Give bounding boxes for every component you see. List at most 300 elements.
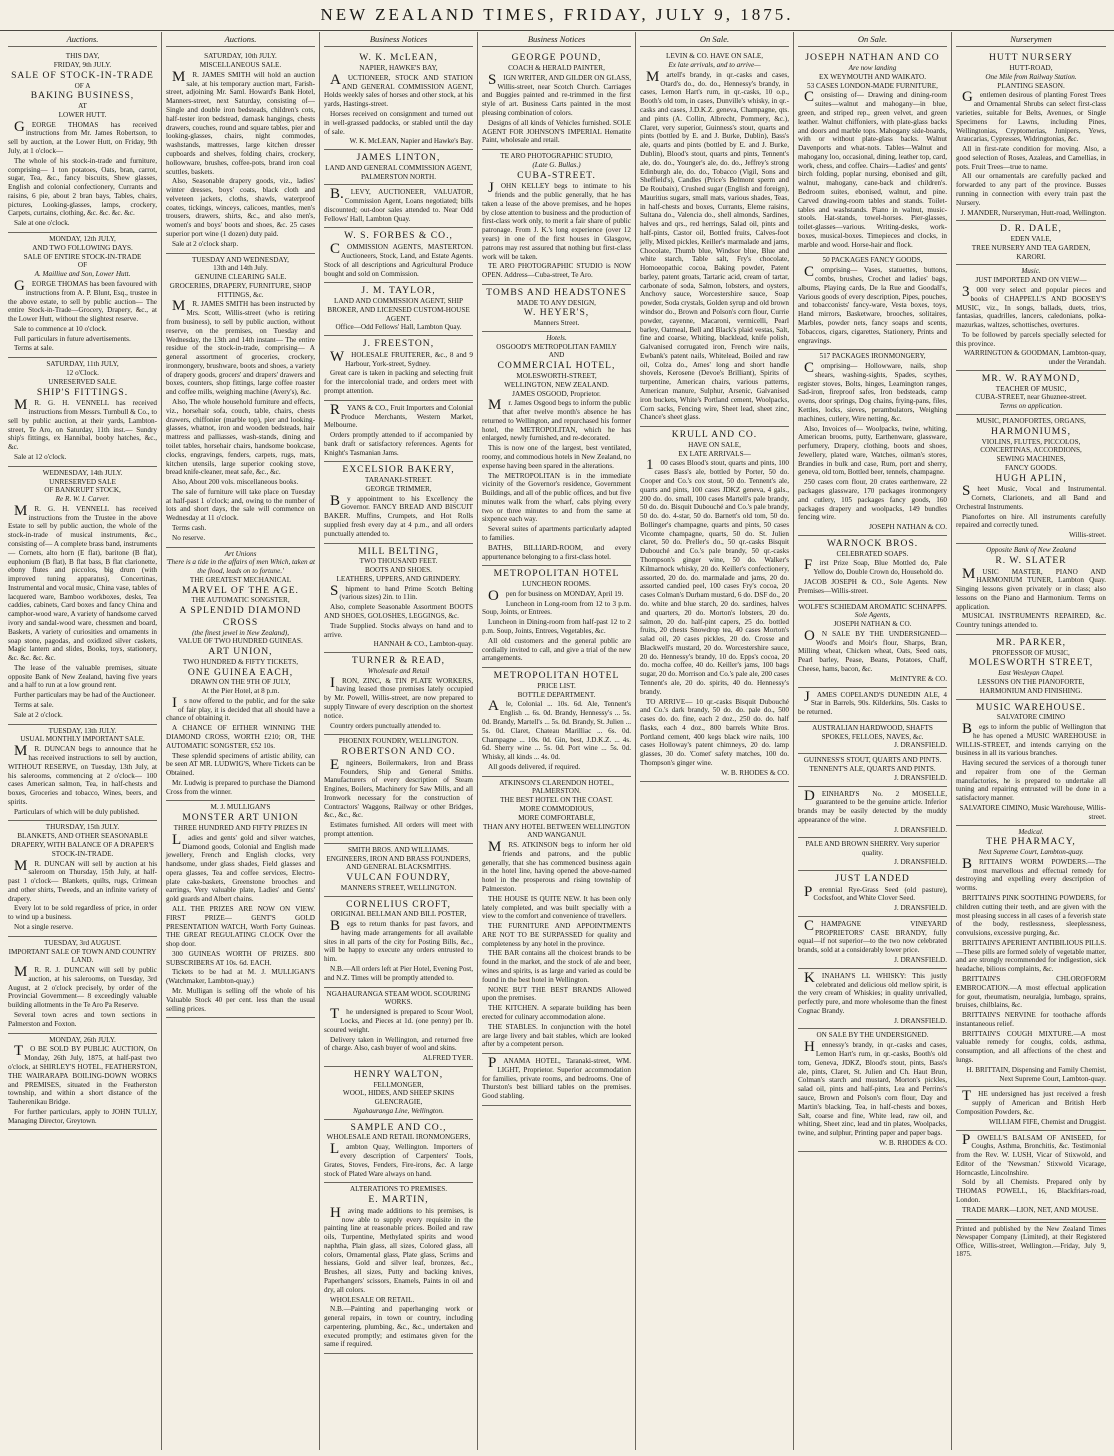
ad-body-text: TO ARRIVE— 10 qr.-casks Bisquit Dubouché and Co.'s dark brandy, 50 do. do. pale do., 500 cases do. do. fine, each 2 doz., 250 do. do. half flasks, each 4 doz., 800 barrels White Bros. Portland cement, 400 kegs black wire nails, 100 cases Holloway's patent chimneys, 20 do. lamp glasses, 30 do. 'Comet' safety matches, 100 do. Thompson's ginger wine. bbox=[640, 697, 789, 767]
advertisement bbox=[324, 844, 473, 897]
ad-heading-line: W. K. McLEAN, bbox=[359, 52, 438, 64]
ad-heading-line: LAND AND GENERAL COMMISSION AGENT, bbox=[325, 163, 472, 172]
ad-heading-line: AND TWO FOLLOWING DAYS. bbox=[32, 243, 133, 252]
ad-heading-line: GEORGE TRIMMER, bbox=[365, 484, 432, 493]
ad-heading-line: THREE HUNDRED AND FIFTY PRIZES IN bbox=[173, 823, 308, 832]
ad-heading-line: WOLFE'S SCHIEDAM AROMATIC SCHNAPPS. bbox=[798, 602, 947, 611]
ad-body-text: Trade Supplied. Stocks always on hand and to arrive. bbox=[324, 621, 473, 639]
ad-body-text: For further particulars, apply to JOHN TULLY, Managing Director, Greytown. bbox=[8, 1107, 157, 1125]
advertisement bbox=[8, 467, 157, 725]
ad-heading-line: HUTT NURSERY bbox=[988, 52, 1074, 64]
ad-signature: J. DRANSFIELD. bbox=[894, 956, 947, 964]
advertisement bbox=[324, 735, 473, 844]
advertisement bbox=[640, 50, 789, 427]
ad-heading-line: SHIP'S FITTINGS. bbox=[36, 386, 129, 398]
ad-heading-line: USUAL MONTHLY IMPORTANT SALE. bbox=[20, 735, 145, 744]
ad-heading-line: MORE COMMODIOUS, bbox=[519, 804, 594, 813]
ad-body-text: JACOB JOSEPH & CO., Sole Agents. New Premises—Willis-street. bbox=[798, 577, 947, 595]
ad-body-text: PANAMA HOTEL, Taranaki-street, WM. LIGHT, Proprietor. Superior accommodation for families, private rooms, and bedrooms. One of Thurston's best billiard tables on the premises. Good stabling. bbox=[482, 1055, 631, 1101]
ad-heading-line: SATURDAY, 11th JULY, bbox=[46, 360, 119, 369]
ad-signature: WARRINGTON & GOODMAN, Lambton-quay, under the Verandah. bbox=[963, 349, 1106, 367]
ad-heading-line: SMITH BROS. AND WILLIAMS. bbox=[347, 845, 450, 854]
newspaper-columns bbox=[4, 32, 1110, 1450]
ad-signature: J. DRANSFIELD. bbox=[894, 741, 947, 750]
ad-body-text: Comprising— Vases, statuettes, buttons, combs, brushes, Crochet and ladies' bags, albums, Playing cards, De la Rue and Goodall's, Various goods of every description, Pipes, pouches, and tobacconists' fancy-ware, Vesta boxes, toys, Hand mirrors, Basketware, brooches, solitaires, Marbles, powder nets, fancy soaps and scents, Tobaccos, cigars, cigarettes, Stationery, Prints and engravings. bbox=[798, 264, 947, 345]
ad-body-text: THE KITCHEN. A separate building has been erected for culinary accommodation alone. bbox=[482, 1004, 631, 1021]
ad-heading-line: D. R. DALE, bbox=[1000, 223, 1062, 235]
ad-body-text: TO BE SOLD BY PUBLIC AUCTION, On Monday, 26th July, 1875, at half-past two o'clock, at SHIRLEY'S HOTEL, FEATHERSTON, THE WAIRARAPA BOILING-DOWN WORKS and PREMISES, situated in the Featherston township, and within a short distance of the Tauherenikau Bridge. bbox=[8, 1043, 157, 1107]
ad-heading-line: THURSDAY, 15th JULY. bbox=[45, 823, 120, 832]
advertisement bbox=[8, 937, 157, 1034]
ad-heading-line: TREE NURSERY AND TEA GARDEN, bbox=[971, 243, 1091, 252]
advertisement bbox=[482, 777, 631, 1054]
advertisement bbox=[798, 50, 947, 254]
ad-heading-line: SALVATORE CIMINO bbox=[996, 713, 1066, 722]
ad-heading-line: PALE AND BROWN SHERRY. Very superior quality. bbox=[805, 840, 940, 858]
ad-heading-line: HUGH APLIN, bbox=[995, 472, 1067, 484]
advertisement bbox=[956, 265, 1106, 371]
ad-heading-line: LEATHERS, UPPERS, AND GRINDERY. bbox=[336, 574, 461, 583]
ad-body-text: Estimates furnished. All orders will meet with prompt attention. bbox=[324, 821, 473, 839]
ad-body-text: The sale of furniture will take place on Tuesday at half-past 1 o'clock; and, owing to the number of lots and short days, the sale will commence on Wednesday at 11 o'clock. bbox=[166, 487, 315, 523]
ad-signature: JOSEPH NATHAN & CO. bbox=[869, 523, 947, 532]
ad-heading-line: MILL BELTING, bbox=[357, 545, 440, 557]
ad-heading-line: FELLMONGER, bbox=[373, 1080, 424, 1089]
ad-heading-line: MOLESWORTH-STREET, bbox=[516, 371, 597, 380]
ad-body-text: KINAHAN'S LL WHISKY: This justly celebrated and delicious old mellow spirit, is the very cream of Whiskies; in quality unrivalled, perfectly pure, and more wholesome than the finest Cognac Brandy. bbox=[798, 969, 947, 1015]
ad-heading-line: COACH & HERALD PAINTER, bbox=[508, 64, 605, 73]
ad-body-text: Sale at 12 o'clock. bbox=[14, 452, 67, 461]
advertisement bbox=[956, 1087, 1106, 1130]
ad-body-text: 100 cases Blood's stout, quarts and pints, 100 cases Bass's ale, bottled by Porter, 50 do. Cooper and Co.'s cox stout, 50 do. Tennent's ale, quarts and pints, 100 cases JDKZ geneva, 4 gals., 200 do. do. small, 100 cases Martell's pale brandy, 50 do. do. Bisquit Dubouché and Co.'s pale brandy, 50 do. do. 4-star, 50 do. Barnett's old tom, 50 do. Bollinger's champagne, quarts and pints, 50 cases Vicomte champagne, quarts, 50 do. St. Julien claret, 50 do. Preller's do., 50 qr.-casks Bisquit Dubouché and Co.'s pale brandy, 50 qr.-casks Thompson's ginger wine, 50 do. Walker's Kilmarnock whisky, 20 do. Keiller's confectionery, assorted, 20 do. do. marmalade and jams, 20 do. assorted candied peel, 100 cases Fry's cocoa, 20 cases Colman's Durham mustard, 6 do. DSF do., 20 do. white and blue starch, 20 do. sardines, halves and quarters, 20 do. Morton's lobsters, 20 do. salmon, 20 do. half-pint capers, 25 do. bottled fruits, 20 chests Snowdrop tea, 40 cases Morton's salad oil, 20 cases pickles, 20 do. Crosse and Blackwell's mustard, 20 do. Worcestershire sauce, 20 do. Hennessy's brandy, 10 do. Epps's cocoa, 20 do. mocha coffee, 40 do. Keiller's jams, 100 bags sugar, 20 do. Morrison and Co.'s pale ale, 200 cases Tennent's ale, 20 do. spirits, 40 do. Hennessy's brandy. bbox=[640, 457, 789, 696]
column-1 bbox=[4, 32, 162, 1450]
ad-heading-line: JOSEPH NATHAN & CO. bbox=[833, 620, 912, 629]
ad-body-text: BRITTAIN'S PINK SOOTHING POWDERS, for children cutting their teeth, and are given with the most pleasing success in all cases of a feverish state of the body, restlessness, sleeplessness, convulsions, excessive purging, &c. bbox=[956, 893, 1106, 938]
ad-body-text: THE BAR contains all the choicest brands to be found in the market, and the stock of ale and beer, wines and spirits, is as large and varied as could be found in the best hotel in Wellington. bbox=[482, 949, 631, 984]
ad-heading-line: LESSONS ON THE PIANOFORTE, bbox=[977, 677, 1085, 686]
ad-heading-line: ON SALE BY THE UNDERSIGNED. bbox=[816, 1031, 929, 1040]
ad-heading-line: EX WEYMOUTH AND WAIKATO. bbox=[818, 72, 926, 81]
ad-signature: H. BRITTAIN, Dispensing and Family Chemist, Next Supreme Court, Lambton-quay. bbox=[966, 1065, 1106, 1083]
ad-heading-line: Hotels. bbox=[546, 333, 567, 342]
ad-heading-line: SALE OF ENTIRE STOCK-IN-TRADE bbox=[23, 252, 142, 261]
ad-signature: WILLIAM FIFE, Chemist and Druggist. bbox=[989, 1117, 1106, 1126]
column-2 bbox=[162, 32, 320, 1450]
advertisement bbox=[482, 332, 631, 566]
ad-heading-line: Music. bbox=[1021, 267, 1041, 276]
ad-heading-line: CELEBRATED SOAPS. bbox=[836, 549, 909, 558]
advertisement bbox=[956, 221, 1106, 265]
advertisement bbox=[482, 566, 631, 668]
ad-heading-line: Terms on application. bbox=[999, 402, 1063, 411]
ad-heading-line: BAKING BUSINESS, bbox=[30, 90, 135, 102]
advertisement bbox=[798, 838, 947, 870]
ad-body-text: Mr. Mulligan is selling off the whole of his Valuable Stock 40 per cent. less than the usual selling prices. bbox=[166, 987, 315, 1013]
ad-heading-line: METROPOLITAN HOTEL bbox=[493, 670, 620, 682]
ad-heading-line: GEORGE POUND, bbox=[511, 52, 602, 64]
ad-body-text: Sale at 2 o'clock sharp. bbox=[172, 239, 239, 248]
ad-signature: Willis-street. bbox=[1068, 531, 1106, 540]
ad-body-text: All goods delivered, if required. bbox=[488, 762, 581, 771]
ad-signature: SALVATORE CIMINO, Music Warehouse, Willis-street. bbox=[959, 804, 1106, 821]
ad-heading-line: WOOL, HIDES, AND SHEEP SKINS GLENCRAGIE, bbox=[342, 1089, 455, 1107]
column-header: Business Notices bbox=[324, 32, 473, 47]
ad-body-text: Terms cash. bbox=[172, 523, 207, 532]
ad-heading-line: THE BEST HOTEL ON THE COAST. bbox=[500, 796, 613, 805]
ad-heading-line: ATKINSON'S CLARENDON HOTEL, bbox=[499, 778, 614, 787]
ad-body-text: THE undersigned has just received a fresh supply of American and British Herb Composition Powders, &c. bbox=[956, 1088, 1106, 1116]
ad-heading-line: MARVEL OF THE AGE. bbox=[182, 584, 299, 596]
ad-body-text: JOHN KELLEY begs to intimate to his friends and the public generally, that he has taken a lease of the above premises, and he hopes by close attention to business and the production of first-class work only, to merit a fair share of public patronage. From J. K.'s long experience (over 12 years) in one of the first houses in Glasgow, patrons may rest assured that nothing but first-class work will be taken. bbox=[482, 180, 631, 261]
ad-heading-line: EX LATE ARRIVALS— bbox=[678, 449, 751, 458]
ad-heading-line: IMPORTANT SALE OF TOWN AND COUNTRY LAND. bbox=[8, 947, 157, 965]
ad-body-text: All in first-rate condition for moving. Also, a good selection of Roses, Azaleas, and Camellias, in pots. Fruit Trees—true to name. bbox=[956, 145, 1106, 171]
ad-heading-line: TE ARO PHOTOGRAPHIC STUDIO, bbox=[500, 152, 613, 161]
advertisement bbox=[324, 1183, 473, 1354]
ad-heading-line: FRIDAY, 9th JULY. bbox=[53, 61, 112, 70]
advertisement bbox=[798, 969, 947, 1030]
ad-heading-line: ONE GUINEA EACH, bbox=[187, 666, 294, 678]
ad-body-text: All our ornamentals are carefully packed and forwarded to any part of the province. Busses running in connection with every train past the Nursery. bbox=[956, 172, 1106, 207]
advertisement bbox=[324, 50, 473, 150]
ad-heading-line: SALE OF STOCK-IN-TRADE bbox=[11, 69, 154, 81]
ad-body-text: Particulars of which will be duly published. bbox=[14, 807, 140, 816]
ad-heading-line: MUSIC WAREHOUSE. bbox=[975, 701, 1087, 713]
ad-body-text: Further particulars may be had of the Auctioneer. bbox=[14, 691, 156, 700]
advertisement bbox=[956, 50, 1106, 221]
ad-heading-line: MONSTER ART UNION bbox=[182, 812, 299, 824]
advertisement bbox=[8, 50, 157, 233]
ad-body-text: By appointment to his Excellency the Governor. FANCY BREAD AND BISCUIT BAKER. Muffins, Crumpets, and Hot Rolls supplied fresh every day at 4 p.m., and all orders punctually attended to. bbox=[324, 492, 473, 538]
ad-body-text: THE FURNITURE AND APPOINTMENTS ARE NOT TO BE SURPASSED for quality and completeness by any hotel in the province. bbox=[482, 922, 631, 948]
ad-heading-line: GUINNESS'S STOUT, QUARTS AND PINTS. bbox=[803, 756, 942, 765]
ad-heading-line: CUBA-STREET, near Ghuznee-street. bbox=[975, 393, 1087, 402]
ad-signature: J. DRANSFIELD. bbox=[894, 773, 947, 782]
advertisement bbox=[956, 826, 1106, 1088]
ad-body-text: TRADE MARK—LION, NET, AND MOUSE. bbox=[962, 1205, 1099, 1214]
ad-heading-line: HAVE ON SALE, bbox=[688, 440, 741, 449]
ad-heading-line: ART UNION, bbox=[208, 646, 273, 658]
column-header: Nurserymen bbox=[956, 32, 1106, 47]
ad-heading-line: At the Pier Hotel, at 8 p.m. bbox=[201, 687, 280, 696]
advertisement bbox=[798, 688, 947, 722]
ad-heading-line: HARMONIUM AND FINISHING. bbox=[979, 686, 1083, 695]
ad-body-text: MR. JAMES SMITH has been instructed by Mrs. Scott, Willis-street (who is retiring from business), to sell by public auction, without reserve, on the premises, on Tuesday and Wednesday, the 13th and 14th instant— The entire residue of the stock-in-trade, comprising— A general assortment of groceries, crockery, ironmongery, brushware, boots and shoes, a variety of drapery goods, grocers' and drapers' drawers and boxes, counters, shop fittings, large coffee roaster and coffee mills, weighing machine (Avery's), &c. bbox=[166, 298, 315, 397]
ad-body-text: Sale at one o'clock. bbox=[14, 219, 70, 228]
ad-heading-line: 517 PACKAGES IRONMONGERY, bbox=[819, 352, 926, 361]
ad-heading-line: MOLESWORTH STREET, bbox=[968, 657, 1094, 669]
ad-heading-line: LOWER HUTT. bbox=[58, 110, 107, 119]
ad-heading-line: TURNER & READ, bbox=[351, 655, 446, 667]
advertisement bbox=[482, 285, 631, 332]
ad-body-text: No reserve. bbox=[172, 533, 206, 542]
ad-body-text: MR. G. H. VENNELL has received instructions from the Trustee in the above Estate to sell by public auction, the whole of the stock-in-trade of musical instruments, &c., consisting of— A complete brass band, instruments— Cornets, alto horn (E flat), baritone (B flat), euphonium (B flat), B flat bass, B flat clarionette, ebony flutes and piccolos, big drum (with improved tuning apparatus), Concertinas, Instrumental and vocal music, China vase, tables of lacquered ware, Bamboo workboxes, desks, Tea caddies, cabinets, Card boxes and fancy China and camphor-wood ware, A variety of handsome carved ivory and sandal-wood ware, chessmen and board, Baskets, A variety of curiosities and ornaments in soap stone, pagodas, and oxidized silver caskets, Magic lantern and slides, Books, toys, stationery, &c. &c. &c. &c. bbox=[8, 502, 157, 663]
ad-heading-line: THAN ANY HOTEL BETWEEN WELLINGTON AND WANGANUI. bbox=[483, 822, 630, 840]
ad-body-text: TE ARO PHOTOGRAPHIC STUDIO is NOW OPEN. Address—Cuba-street, Te Aro. bbox=[482, 262, 631, 280]
column-4 bbox=[478, 32, 636, 1450]
ad-signature: HANNAH & CO., Lambton-quay. bbox=[373, 640, 473, 649]
advertisement bbox=[798, 787, 947, 839]
ad-body-text: N.B.—All orders left at Pier Hotel, Evening Post, and N.Z. Times will be promptly attended to. bbox=[324, 965, 473, 982]
ad-body-text: Sale at 2 o'clock. bbox=[14, 710, 63, 719]
ad-heading-line: UNRESERVED SALE. bbox=[48, 377, 117, 386]
ad-body-text: Ladies and gents' gold and silver watches, Diamond goods, Colonial and English made jewellery, French and English clocks, very handsome, under glass shades, Field glasses and opera glasses, Tea and coffee services, Electro-plate cake-baskets, Greenstone brooches and earrings, Very valuable plate, Ladies' and Gents' gold guards and Albert chains. bbox=[166, 831, 315, 904]
ad-heading-line: SPOKES, FELLOES, NAVES, &c. bbox=[821, 732, 924, 741]
ad-heading-line: TUESDAY AND WEDNESDAY, bbox=[192, 255, 289, 264]
ad-heading-line: MR. W. RAYMOND, bbox=[981, 372, 1081, 384]
ad-heading-line: VIOLINS, FLUTES, PICCOLOS, bbox=[981, 437, 1081, 446]
ad-heading-line: CUBA-STREET. bbox=[517, 169, 596, 181]
ad-heading-line: TOMBS AND HEADSTONES bbox=[486, 286, 627, 298]
ad-body-text: Great care is taken in packing and selecting fruit for the intercolonial trade, and orders meet with prompt attention. bbox=[324, 369, 473, 395]
advertisement bbox=[798, 254, 947, 350]
ad-body-text: Also, complete Seasonable Assortment BOOTS AND SHOES, GOLOSHES, LEGGINGS, &c. bbox=[324, 603, 473, 620]
ad-heading-line: W. HEYER'S, bbox=[523, 307, 590, 319]
ad-heading-line: Art Unions bbox=[224, 549, 257, 558]
ad-heading-line: NGAHAURANGA STEAM WOOL SCOURING WORKS. bbox=[326, 989, 471, 1007]
ad-body-text: A CHANCE OF EITHER WINNING THE DIAMOND CROSS, WORTH £210; OR, THE AUTOMATIC SONGSTER, £52 10s. bbox=[166, 724, 315, 750]
advertisement bbox=[640, 427, 789, 781]
ad-heading-line: THE AUTOMATIC SONGSTER, bbox=[191, 596, 290, 605]
ad-body-text: Country orders punctually attended to. bbox=[330, 721, 441, 730]
ad-body-text: Sheet Music, Vocal and Instrumental. Cornets, Clarionets, and all Band and Orchestral Instruments. bbox=[956, 483, 1106, 511]
ad-body-text: MUSICAL INSTRUMENTS REPAIRED, &c. Country tunings attended to. bbox=[956, 612, 1106, 630]
ad-body-text: Horses received on consignment and turned out in well-grassed paddocks, or stabled until the day of sale. bbox=[324, 109, 473, 136]
advertisement bbox=[798, 1029, 947, 1151]
ad-body-text: The undersigned is prepared to Scour Wool, Locks, and Pieces at 1d. (one penny) per lb. scoured weight. bbox=[324, 1006, 473, 1034]
advertisement bbox=[324, 1120, 473, 1184]
advertisement bbox=[166, 548, 315, 802]
ad-body-text: Also, About 200 vols. miscellaneous books. bbox=[172, 478, 299, 487]
column-header: Auctions. bbox=[8, 32, 157, 47]
ad-heading-line: ORIGINAL BELLMAN AND BILL POSTER, bbox=[330, 910, 467, 919]
ad-heading-line: BOOTS AND SHOES. bbox=[365, 566, 432, 575]
ad-heading-line: R. W. SLATER bbox=[995, 554, 1067, 566]
advertisement bbox=[956, 544, 1106, 635]
ad-heading-line: HARMONIUMS, bbox=[990, 425, 1072, 437]
ad-body-text: These splendid specimens of artistic ability, can be seen AT MR. LUDWIG'S, Where Tickets can be Obtained. bbox=[166, 751, 315, 778]
ad-body-text: Delivery taken in Wellington, and returned free of charge. Also, cash buyer of wool and skins. bbox=[324, 1035, 473, 1053]
ad-heading-line: DRAWN ON THE 9TH OF JULY, bbox=[190, 678, 291, 687]
ad-body-text: CHAMPAGNE VINEYARD PROPRIETORS' CASE BRANDY, fully equal—if not superior—to the two now celebrated brands, sold at a considerably lower price. bbox=[798, 917, 947, 955]
ad-body-text: Begs to inform the public of Wellington that he has opened a MUSIC WAREHOUSE in WILLIS-STREET, and intends carrying on the business in all its various branches. bbox=[956, 721, 1106, 758]
advertisement bbox=[482, 150, 631, 285]
ad-body-text: Several town acres and town sections in Palmerston and Foxton. bbox=[8, 1011, 157, 1028]
ad-heading-line: NAPIER, HAWKE'S BAY, bbox=[359, 64, 438, 73]
ad-body-text: BRITTAIN'S CHLOROFORM EMBROCATION.—A most effectual application for gout, rheumatism, neuralgia, lumbago, sprains, bruises, chilblains, &c. bbox=[956, 975, 1106, 1010]
advertisement bbox=[956, 371, 1106, 415]
ad-heading-line: J. FREESTON, bbox=[362, 338, 435, 350]
ad-signature: J. MANDER, Nurseryman, Hutt-road, Wellington. bbox=[960, 208, 1106, 217]
ad-body-text: BRITTAIN'S WORM POWDERS.—The most marvellous and effectual remedy for destroying and expelling every description of worms. bbox=[956, 855, 1106, 893]
ad-heading-line: COMMERCIAL HOTEL, bbox=[497, 360, 616, 372]
advertisement bbox=[798, 754, 947, 786]
ad-body-text: THE HOUSE IS QUITE NEW. It has been only lately completed, and was built specially with a view to the comfort and convenience of travellers. bbox=[482, 894, 631, 921]
ad-heading-line: JUST IMPORTED AND ON VIEW— bbox=[975, 276, 1087, 285]
ad-body-text: Terms at sale. bbox=[14, 701, 54, 710]
ad-body-text: MR. R. J. DUNCAN will sell by public auction, at his salerooms, on Tuesday, 3rd August, at 2 o'clock precisely, by order of the Provincial Government— 8 exceedingly valuable building allotments in the Te Aro Pa Reserve. bbox=[8, 964, 157, 1010]
ad-body-text: BATHS, BILLIARD-ROOM, and every appurtenance belonging to a first-class hotel. bbox=[482, 543, 631, 561]
ad-heading-line: ROBERTSON AND CO. bbox=[341, 746, 456, 758]
column-3 bbox=[320, 32, 478, 1450]
ad-heading-line: (the finest jewel in New Zealand), bbox=[191, 628, 290, 637]
ad-body-text: First Prize Soap, Blue Mottled do, Pale Yellow do, Double Crown do, Household do. bbox=[804, 557, 947, 577]
ad-heading-line: 50 PACKAGES FANCY GOODS, bbox=[822, 256, 923, 265]
ad-heading-line: OF bbox=[77, 261, 88, 270]
ad-heading-line: HENRY WALTON, bbox=[353, 1068, 444, 1080]
ad-body-text: Not a single reserve. bbox=[14, 923, 74, 931]
ad-body-text: Several suites of apartments particularly adapted to families. bbox=[482, 525, 631, 543]
ad-heading-line: 12 o'Clock. bbox=[66, 368, 99, 377]
ad-heading-line: Re R. W. I. Carver. bbox=[55, 495, 110, 504]
ad-heading-line: Medical. bbox=[1018, 827, 1044, 836]
ad-heading-line: Next Supreme Court, Lambton-quay. bbox=[978, 848, 1084, 857]
advertisement bbox=[798, 350, 947, 536]
ad-heading-line: JAMES OSGOOD, Proprietor. bbox=[512, 389, 601, 398]
ad-heading-line: MONDAY, 26th JULY. bbox=[49, 1035, 116, 1044]
advertisement bbox=[956, 1131, 1106, 1220]
ad-heading-line: AUSTRALIAN HARDWOOD, SHAFTS bbox=[812, 723, 933, 732]
ad-signature: J. DRANSFIELD. bbox=[894, 904, 947, 913]
ad-body-text: Lambton Quay, Wellington. Importers of every description of Carpenters' Tools, Grates, Stoves, Fenders, Fire-irons, &c. A large stock of Plated Ware always on hand. bbox=[324, 1141, 473, 1178]
ad-heading-line: 13th and 14th July. bbox=[213, 264, 268, 273]
advertisement bbox=[8, 725, 157, 822]
advertisement bbox=[324, 988, 473, 1067]
ad-heading-line: AND bbox=[548, 351, 565, 360]
advertisement bbox=[8, 358, 157, 467]
ad-body-text: DEINHARD'S No. 2 MOSELLE, guaranteed to be the genuine article. Inferior brands may be easily detected by the muddy appearance of the wine. bbox=[798, 787, 947, 824]
ad-body-text: Sold by all Chemists. Prepared only by THOMAS POWELL, 16, Blackfriars-road, London. bbox=[956, 1178, 1106, 1204]
masthead: NEW ZEALAND TIMES, FRIDAY, JULY 9, 1875. bbox=[0, 0, 1114, 31]
ad-heading-line: MUSIC, PIANOFORTES, ORGANS, bbox=[976, 417, 1086, 426]
ad-body-text: GEORGE THOMAS has been favoured with instructions from A. P. Blunt, Esq., trustee in the above estate, to sell by public auction— The entire Stock-in-Trade—Grocery, Drapery, &c., at the Lower Hutt, without the slightest reserve. bbox=[8, 277, 157, 324]
advertisement bbox=[8, 233, 157, 358]
advertisement bbox=[324, 462, 473, 543]
ad-body-text: This is now one of the largest, best ventilated, roomy, and commodious hotels in New Zealand, no expense having been spared in the alterations. bbox=[482, 444, 631, 470]
ad-heading-line: METROPOLITAN HOTEL bbox=[493, 568, 620, 580]
ad-heading-line: PALMERSTON NORTH. bbox=[360, 172, 437, 181]
ad-body-text: All old customers and the general public are cordially invited to call, and give a trial of the new arrangements. bbox=[482, 636, 631, 663]
ad-heading-line: KARORI. bbox=[1016, 252, 1046, 261]
ad-heading-line: PHOENIX FOUNDRY, WELLINGTON. bbox=[338, 737, 459, 746]
ad-heading-line: LEVIN & CO. HAVE ON SALE, bbox=[665, 52, 764, 61]
ad-heading-line: KRULL AND CO. bbox=[671, 429, 758, 441]
ad-heading-line: One Mile from Railway Station. bbox=[985, 72, 1077, 81]
advertisement bbox=[956, 635, 1106, 700]
advertisement bbox=[8, 821, 157, 936]
ad-heading-line: EXCELSIOR BAKERY, bbox=[342, 464, 455, 476]
ad-body-text: MRS. ATKINSON begs to inform her old friends and patrons, and the public generally, that she has commenced business again in the hotel line, having opened the above-named hotel in the prosperous and rising township of Palmerston. bbox=[482, 839, 631, 893]
ad-body-text: Consisting of— Drawing and dining-room suites—walnut and mahogany—in blue, green, and striped rep., green velvet, and green leather. Walnut chiffoniers, with plate-glass backs and doors and marble tops. Mahogany side-boards, with or without plate-glass backs. Walnut Davenports and what-nots. Tables—Walnut and mahogany loo, occasional, dining, leather top, card, work, chess, and coffee. Chairs—Ladies' and gents' birch folding, poplar nursing, ebonised and gilt, walnut, mahogany, cane-back and children's. Bedroom suites, ebonised, walnut, and pine. Carved drawing-room tables and stands. Toilet-tables and washstands. Piano in walnut, music-stools. Hat-stands, towel-horses. Pier-glasses, toilet-glasses—various. Writing-desks, work-boxes, musical-boxes. Timepieces and clocks, in marble and wood. Horse-hair and flock. bbox=[798, 89, 947, 249]
ad-body-text: Also, Seasonable drapery goods, viz., ladies' winter dresses, boys' coats, black cloth and velveteen jackets, cloths, shawls, waterproof coates, tickings, winceys, calicoes, mantles, men's trousers, drawers, shirts, &c., and also men's, women's and boys' boots and shoes, &c. 25 cases superior port wine (1 dozen) duty paid. bbox=[166, 177, 315, 238]
ad-body-text: Full particulars in future advertisements. bbox=[14, 334, 131, 343]
ad-heading-line: BOTTLE DEPARTMENT. bbox=[517, 690, 596, 699]
ad-body-text: Having secured the services of a thorough tuner and repairer from one of the German manufactories, he is prepared to undertake all tuning and repairing entrusted will be done in a satisfactory manner. bbox=[956, 759, 1106, 803]
ad-heading-line: Opposite Bank of New Zealand bbox=[986, 546, 1076, 555]
advertisement bbox=[166, 254, 315, 548]
ad-body-text: Open for business on MONDAY, April 19. bbox=[488, 587, 624, 604]
ad-body-text: RYANS & CO., Fruit Importers and Colonial Produce Merchants, Western Market, Melbourne. bbox=[324, 401, 473, 430]
ad-body-text: SIGN WRITER, AND GILDER ON GLASS, Willis-street, near Scotch Church. Carriages and Buggies painted and re-trimmed in the first style of art. Business Carts painted in the most pleasing combination of colors. bbox=[482, 71, 631, 117]
ad-body-text: Designs of all kinds of Vehicles furnished. SOLE AGENT FOR JOHNSON'S IMPERIAL Hematite Paint, wholesale and retail. bbox=[482, 118, 631, 145]
ad-heading-line: TWO THOUSAND FEET. bbox=[359, 557, 438, 566]
ad-body-text: The lease of the valuable premises, situate opposite Bank of New Zealand, having five years and a half to run at a low ground rent. bbox=[8, 663, 157, 690]
ad-body-text: Mr. Ludwig is prepared to purchase the Diamond Cross from the winner. bbox=[166, 778, 315, 796]
ad-heading-line: E. MARTIN, bbox=[368, 1194, 429, 1206]
ad-heading-line: Ex late arrivals, and to arrive— bbox=[668, 61, 761, 70]
ad-heading-line: MADE TO ANY DESIGN, bbox=[517, 298, 596, 307]
ad-heading-line: VALUE OF TWO HUNDRED GUINEAS. bbox=[178, 637, 303, 646]
advertisement bbox=[482, 668, 631, 777]
ad-heading-line: WHOLESALE AND RETAIL IRONMONGERS, bbox=[326, 1133, 471, 1142]
ad-body-text: BRITTAIN'S COUGH MIXTURE.—A most valuable remedy for coughs, colds, asthma, consumption, and all affections of the chest and lungs. bbox=[956, 1029, 1106, 1065]
ad-body-text: Is now offered to the public, and for the sake of fair play, it is decided that all should have a chance of obtaining it. bbox=[166, 694, 315, 723]
ad-heading-line: PLANTING SEASON. bbox=[997, 81, 1065, 90]
ad-body-text: COMMISSION AGENTS, MASTERTON. Auctioneers, Stock, Land, and Estate Agents. Stock of all descriptions and Agricultural Produce bought and sold on Commission. bbox=[324, 241, 473, 278]
ad-body-text: To be followed by parcels specially selected for this province. bbox=[956, 330, 1106, 348]
ad-body-text: Comprising— Hollowware, nails, shop shears, washing-sights, Spades, scythes, register stoves, Bolts, hinges, Leamington ranges, Sad-iron, fireproof safes, Iron bedsteads, camp ovens, door springs, Dog chains, frying-pans, files, Kettles, locks, sieves, perambulators, Weighing machines, cutlery, Wire netting, &c. bbox=[798, 360, 947, 423]
ad-body-text: Also, The whole household furniture and effects, viz., horsehair sofa, couch, table, chairs, chests drawers, chiffonier (marble top), pier and looking-glasses, whatnot, iron and wooden bedsteads, hair mattress and palliasses, wash-stands, dining and toilet tables, horsehair chairs, handsome bookcase, clocks, engravings, fenders, carpets, rugs, mats, kitchen utensils, large superior cooking stove, bread knife-cleaner, meat safe, &c., &c. bbox=[166, 398, 315, 477]
ad-heading-line: TEACHER OF MUSIC, bbox=[995, 384, 1067, 393]
ad-heading-line: THE PHARMACY, bbox=[986, 836, 1076, 848]
advertisement bbox=[8, 1034, 157, 1131]
column-5 bbox=[636, 32, 794, 1450]
ad-heading-line: BLANKETS, AND OTHER SEASONABLE DRAPERY, WITH BALANCE OF A DRAPER'S STOCK-IN-TRADE. bbox=[11, 832, 154, 858]
ad-signature: J. DRANSFIELD. bbox=[894, 825, 947, 834]
ad-signature: W. K. McLEAN, Napier and Hawke's Bay. bbox=[349, 137, 473, 146]
ad-body-text: AUCTIONEER, STOCK AND STATION AND GENERAL COMMISSION AGENT, Holds weekly sales of horses and other stock, at his yards, Hastings-street. bbox=[324, 71, 473, 109]
ad-heading-line: 53 CASES LONDON-MADE FURNITURE, bbox=[807, 81, 938, 90]
advertisement bbox=[956, 700, 1106, 826]
ad-heading-line: PROFESSOR OF MUSIC, bbox=[992, 648, 1070, 657]
ad-heading-line: FANCY GOODS. bbox=[1005, 463, 1057, 472]
ad-heading-line: EDEN VALE, bbox=[1010, 235, 1052, 244]
printer-imprint: Printed and published by the New Zealand Times Newspaper Company (Limited), at their Registered Office, Willis-street, Wellington.—Friday, July 9, 1875. bbox=[956, 1222, 1106, 1259]
column-header: On Sale. bbox=[640, 32, 789, 47]
ad-body-text: POWELL'S BALSAM OF ANISEED, for Coughs, Asthma, Bronchitis, &c. Testimonial from the Rev. W. LUSH, Vicar of Stixwold, and Editor of the 'Newsman.' Stixwold Vicarage, Horncastle, Lincolnshire. bbox=[956, 1131, 1106, 1177]
ad-heading-line: OF BANKRUPT STOCK, bbox=[44, 486, 121, 495]
ad-heading-line: W. S. FORBES & CO., bbox=[344, 230, 453, 242]
ad-heading-line: GROCERIES, DRAPERY, FURNITURE, SHOP FITTINGS, &c. bbox=[169, 281, 312, 299]
advertisement bbox=[324, 897, 473, 988]
ad-body-text: JAMES COPELAND'S DUNEDIN ALE, 4 Star in Barrels, 90s. Kilderkins, 50s. Casks to be returned. bbox=[798, 688, 947, 717]
ad-heading-line: JOSEPH NATHAN AND CO bbox=[805, 52, 940, 64]
ad-body-text: ALL THE PRIZES ARE NOW ON VIEW. FIRST PRIZE— GENT'S GOLD PRESENTATION WATCH, Worth Forty Guineas. THE GREAT REGULATING CLOCK Over the shop door. bbox=[166, 904, 315, 949]
ad-body-text: Shipment to hand Prime Scotch Belting (various sizes) 2in. to 11in. bbox=[330, 582, 473, 602]
ad-heading-line: THE GREATEST MECHANICAL bbox=[189, 575, 292, 584]
advertisement bbox=[482, 50, 631, 150]
advertisement bbox=[324, 185, 473, 228]
ad-heading-line: TUESDAY, 13th JULY. bbox=[48, 726, 117, 735]
ad-heading-line: LAND AND COMMISSION AGENT, SHIP BROKER, AND LICENSED CUSTOM-HOUSE AGENT. bbox=[327, 297, 470, 323]
ad-heading-line: TARANAKI-STREET. bbox=[365, 476, 432, 485]
advertisement bbox=[798, 601, 947, 688]
ad-body-text: MR. DUNCAN begs to announce that he has received instructions to sell by auction, WITHOUT RESERVE, on Tuesday, 13th July, at his salerooms, commencing at 2 o'clock— 100 cases American salmon, Tea, in half-chests and boxes, Groceries and tobacco, Wines, beers, and spirits. bbox=[8, 743, 157, 806]
column-header: Auctions. bbox=[166, 32, 315, 47]
ad-heading-line: Office—Odd Fellows' Hall, Lambton Quay. bbox=[335, 323, 462, 332]
ad-body-text: N.B.—Painting and paperhanging work or general repairs, in town or country, including carpentering, plumbing, &c., &c., undertaken and executed promptly; and estimates given for the same if required. bbox=[324, 1305, 473, 1349]
column-header: Business Notices bbox=[482, 32, 631, 47]
ad-heading-line: SEWING MACHINES, bbox=[996, 455, 1066, 464]
advertisement bbox=[482, 1054, 631, 1106]
ad-heading-line: MR. PARKER, bbox=[995, 636, 1067, 648]
ad-heading-line: Wholesale and Retail bbox=[367, 666, 430, 675]
advertisement bbox=[798, 917, 947, 969]
advertisement bbox=[324, 336, 473, 401]
ad-heading-line: WELLINGTON, NEW ZEALAND. bbox=[504, 380, 609, 389]
ad-heading-line: UNRESERVED SALE bbox=[49, 477, 116, 486]
advertisement bbox=[166, 50, 315, 253]
